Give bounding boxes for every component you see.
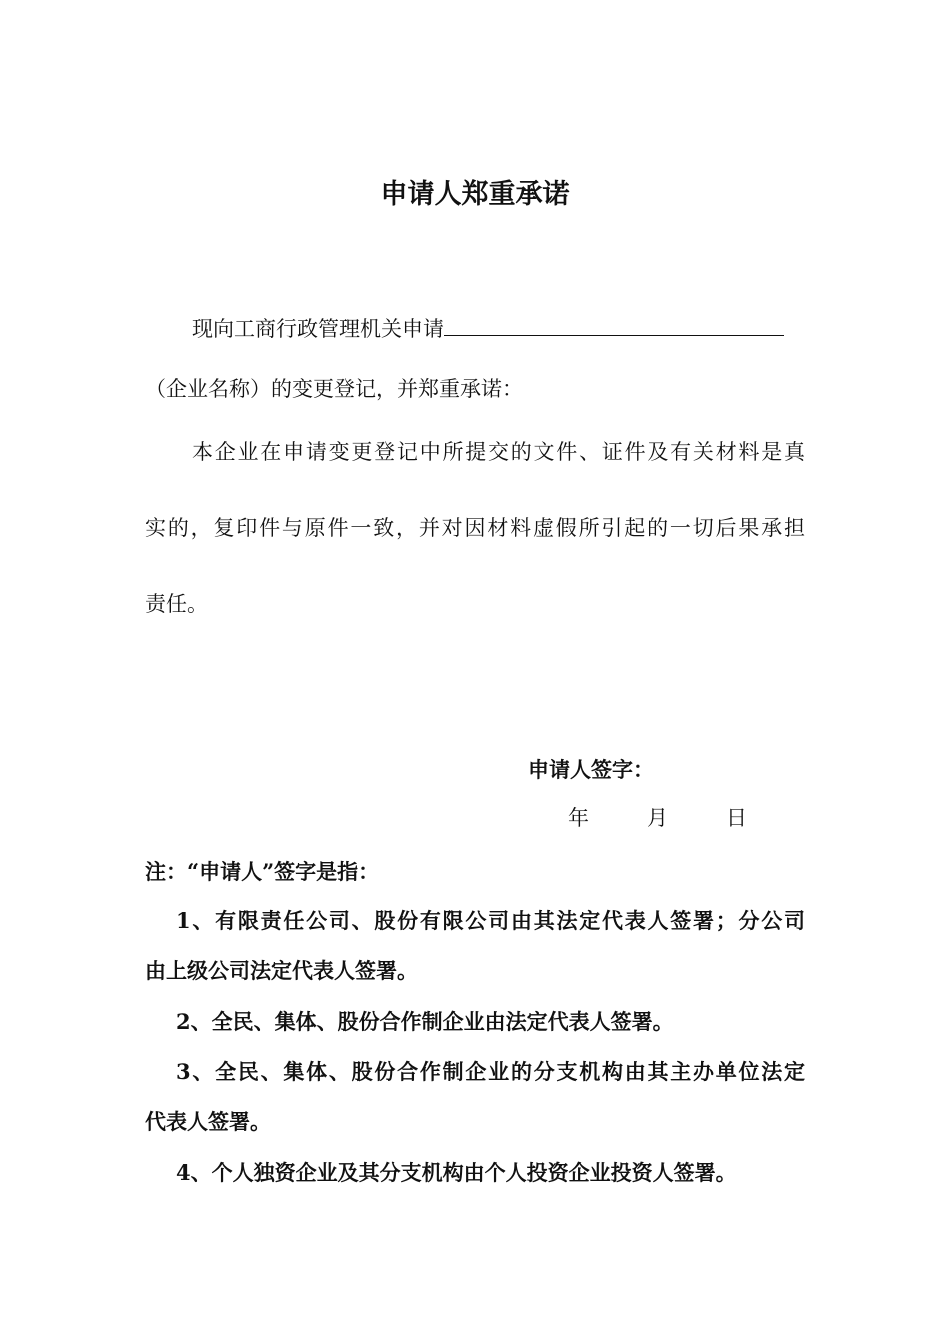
body-line-2: （企业名称）的变更登记，并郑重承诺： — [145, 377, 523, 401]
note-item-3-line-2: 代表人签署。 — [145, 1109, 271, 1134]
signature-label: 申请人签字： — [528, 757, 654, 782]
note-item-1-line-1: 1、有限责任公司、股份有限公司由其法定代表人签署；分公司 — [176, 908, 805, 933]
note-heading: 注：“申请人”签字是指： — [145, 859, 380, 884]
body-line-1-text: 现向工商行政管理机关申请 — [192, 317, 444, 341]
body-line-3: 本企业在申请变更登记中所提交的文件、证件及有关材料是真 — [192, 440, 805, 464]
company-name-blank — [444, 313, 784, 336]
date-day: 日 — [726, 806, 747, 830]
page-title: 申请人郑重承诺 — [380, 179, 570, 210]
body-line-1 — [192, 313, 784, 343]
date-month: 月 — [647, 806, 668, 830]
date-year: 年 — [568, 806, 589, 830]
note-item-4: 4、个人独资企业及其分支机构由个人投资企业投资人签署。 — [176, 1160, 737, 1185]
note-item-2: 2、全民、集体、股份合作制企业由法定代表人签署。 — [176, 1009, 674, 1034]
note-item-1-line-2: 由上级公司法定代表人签署。 — [145, 958, 418, 983]
body-line-5: 责任。 — [145, 592, 208, 616]
note-item-3-line-1: 3、全民、集体、股份合作制企业的分支机构由其主办单位法定 — [176, 1059, 805, 1084]
body-line-4: 实的，复印件与原件一致，并对因材料虚假所引起的一切后果承担 — [145, 516, 805, 540]
